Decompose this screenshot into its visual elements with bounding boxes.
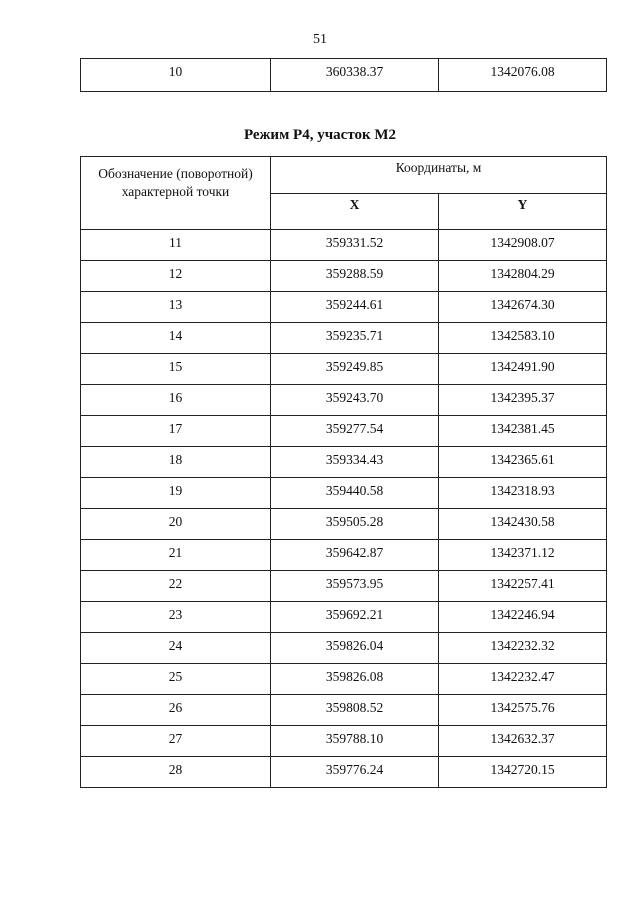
- point-cell: 14: [81, 323, 271, 354]
- header-coordinates: Координаты, м: [271, 157, 607, 194]
- table-row: [81, 59, 607, 92]
- section-title: Режим Р4, участок М2: [243, 127, 397, 143]
- x-cell: 359249.85: [271, 354, 439, 385]
- x-cell: 359331.52: [271, 230, 439, 261]
- x-cell: 359334.43: [271, 447, 439, 478]
- coordinates-table: [80, 156, 607, 788]
- point-cell: 18: [81, 447, 271, 478]
- y-cell: 1342430.58: [439, 509, 607, 540]
- x-cell: 359826.08: [271, 664, 439, 695]
- point-cell: 15: [81, 354, 271, 385]
- y-cell: 1342257.41: [439, 571, 607, 602]
- table-row: [81, 757, 607, 788]
- header-y: Y: [439, 193, 607, 230]
- point-cell: 17: [81, 416, 271, 447]
- point-cell: 27: [81, 726, 271, 757]
- y-cell: 1342908.07: [439, 230, 607, 261]
- y-cell: 1342232.32: [439, 633, 607, 664]
- x-cell: 359776.24: [271, 757, 439, 788]
- point-cell: 26: [81, 695, 271, 726]
- table-row: [81, 478, 607, 509]
- table-row: [81, 385, 607, 416]
- x-cell: 359235.71: [271, 323, 439, 354]
- header-x: X: [271, 193, 439, 230]
- table-row: [81, 571, 607, 602]
- x-cell: 359642.87: [271, 540, 439, 571]
- y-cell: 1342804.29: [439, 261, 607, 292]
- x-cell: 360338.37: [271, 59, 439, 92]
- y-cell: 1342381.45: [439, 416, 607, 447]
- table-row: [81, 447, 607, 478]
- table-body: [81, 230, 607, 788]
- y-cell: 1342674.30: [439, 292, 607, 323]
- y-cell: 1342575.76: [439, 695, 607, 726]
- table-row: [81, 695, 607, 726]
- y-cell: 1342076.08: [439, 59, 607, 92]
- point-cell: 24: [81, 633, 271, 664]
- y-cell: 1342365.61: [439, 447, 607, 478]
- y-cell: 1342632.37: [439, 726, 607, 757]
- x-cell: 359808.52: [271, 695, 439, 726]
- header-point: Обозначение (поворотной) характерной точки: [81, 157, 271, 230]
- y-cell: 1342395.37: [439, 385, 607, 416]
- point-cell: 16: [81, 385, 271, 416]
- table-row: [81, 664, 607, 695]
- y-cell: 1342491.90: [439, 354, 607, 385]
- x-cell: 359826.04: [271, 633, 439, 664]
- table-row: [81, 354, 607, 385]
- continuation-table: [80, 58, 607, 92]
- y-cell: 1342246.94: [439, 602, 607, 633]
- table-row: [81, 261, 607, 292]
- y-cell: 1342583.10: [439, 323, 607, 354]
- point-cell: 19: [81, 478, 271, 509]
- x-cell: 359440.58: [271, 478, 439, 509]
- x-cell: 359505.28: [271, 509, 439, 540]
- point-cell: 21: [81, 540, 271, 571]
- x-cell: 359243.70: [271, 385, 439, 416]
- table-row: [81, 292, 607, 323]
- x-cell: 359573.95: [271, 571, 439, 602]
- y-cell: 1342232.47: [439, 664, 607, 695]
- table-row: [81, 416, 607, 447]
- x-cell: 359277.54: [271, 416, 439, 447]
- table-row: [81, 230, 607, 261]
- x-cell: 359244.61: [271, 292, 439, 323]
- table-row: [81, 726, 607, 757]
- x-cell: 359288.59: [271, 261, 439, 292]
- page-number: 51: [313, 32, 327, 47]
- point-cell: 25: [81, 664, 271, 695]
- header-row: [81, 157, 607, 194]
- table-row: [81, 323, 607, 354]
- point-cell: 28: [81, 757, 271, 788]
- y-cell: 1342371.12: [439, 540, 607, 571]
- table-row: [81, 602, 607, 633]
- y-cell: 1342720.15: [439, 757, 607, 788]
- point-cell: 11: [81, 230, 271, 261]
- x-cell: 359692.21: [271, 602, 439, 633]
- point-cell: 10: [81, 59, 271, 92]
- point-cell: 12: [81, 261, 271, 292]
- table-row: [81, 633, 607, 664]
- y-cell: 1342318.93: [439, 478, 607, 509]
- table-row: [81, 540, 607, 571]
- point-cell: 22: [81, 571, 271, 602]
- table-row: [81, 509, 607, 540]
- point-cell: 20: [81, 509, 271, 540]
- point-cell: 13: [81, 292, 271, 323]
- x-cell: 359788.10: [271, 726, 439, 757]
- point-cell: 23: [81, 602, 271, 633]
